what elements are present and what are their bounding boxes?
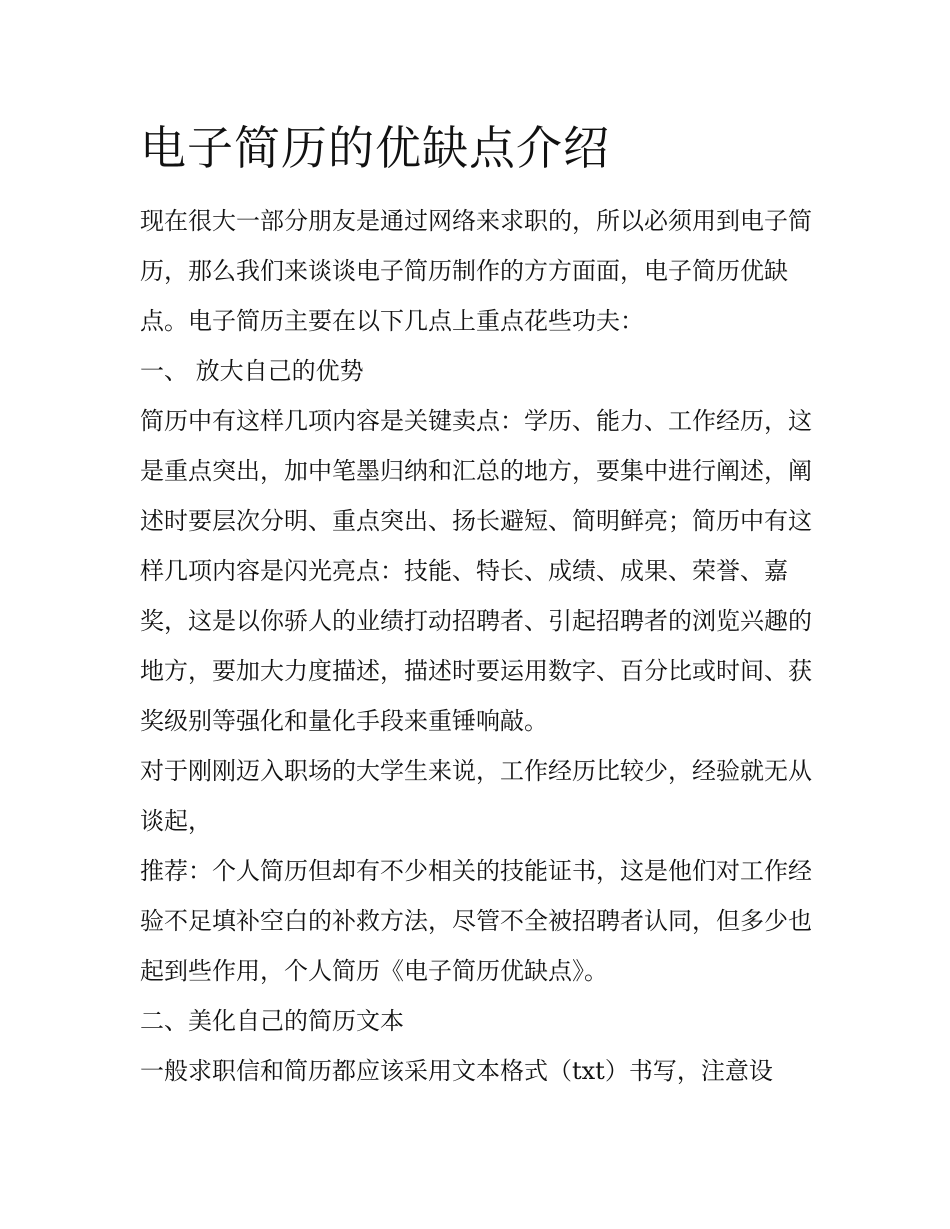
paragraph-intro: 现在很大一部分朋友是通过网络来求职的，所以必须用到电子简历，那么我们来谈谈电子简历制作的方方面面，电子简历优缺点。电子简历主要在以下几点上重点花些功夫：	[140, 207, 812, 335]
paragraph-graduates: 对于刚刚迈入职场的大学生来说，工作经历比较少，经验就无从谈起，	[140, 757, 812, 835]
document-page	[140, 120, 820, 1096]
document-title: 电子简历的优缺点介绍	[140, 121, 610, 175]
section-heading-2: 二、美化自己的简历文本	[140, 1007, 404, 1035]
paragraph-text-format: 一般求职信和简历都应该采用文本格式（txt）书写，注意设	[140, 1057, 773, 1085]
paragraph-recommendation: 推荐：个人简历但却有不少相关的技能证书，这是他们对工作经验不足填补空白的补救方法，尽管不全被招聘者认同，但多少也起到些作用，个人简历《电子简历优缺点》。	[140, 857, 812, 985]
section-heading-1: 一、 放大自己的优势	[140, 357, 364, 385]
paragraph-selling-points: 简历中有这样几项内容是关键卖点：学历、能力、工作经历，这是重点突出，加中笔墨归纳和汇总的地方，要集中进行阐述，阐述时要层次分明、重点突出、扬长避短、简明鲜亮；简历中有这样几项内容是闪光亮点：技能、特长、成绩、成果、荣誉、嘉奖，这是以你骄人的业绩打动招聘者、引起招聘者的浏览兴趣的地方，要加大力度描述，描述时要运用数字、百分比或时间、获奖级别等强化和量化手段来重锤响敲。	[140, 407, 812, 735]
